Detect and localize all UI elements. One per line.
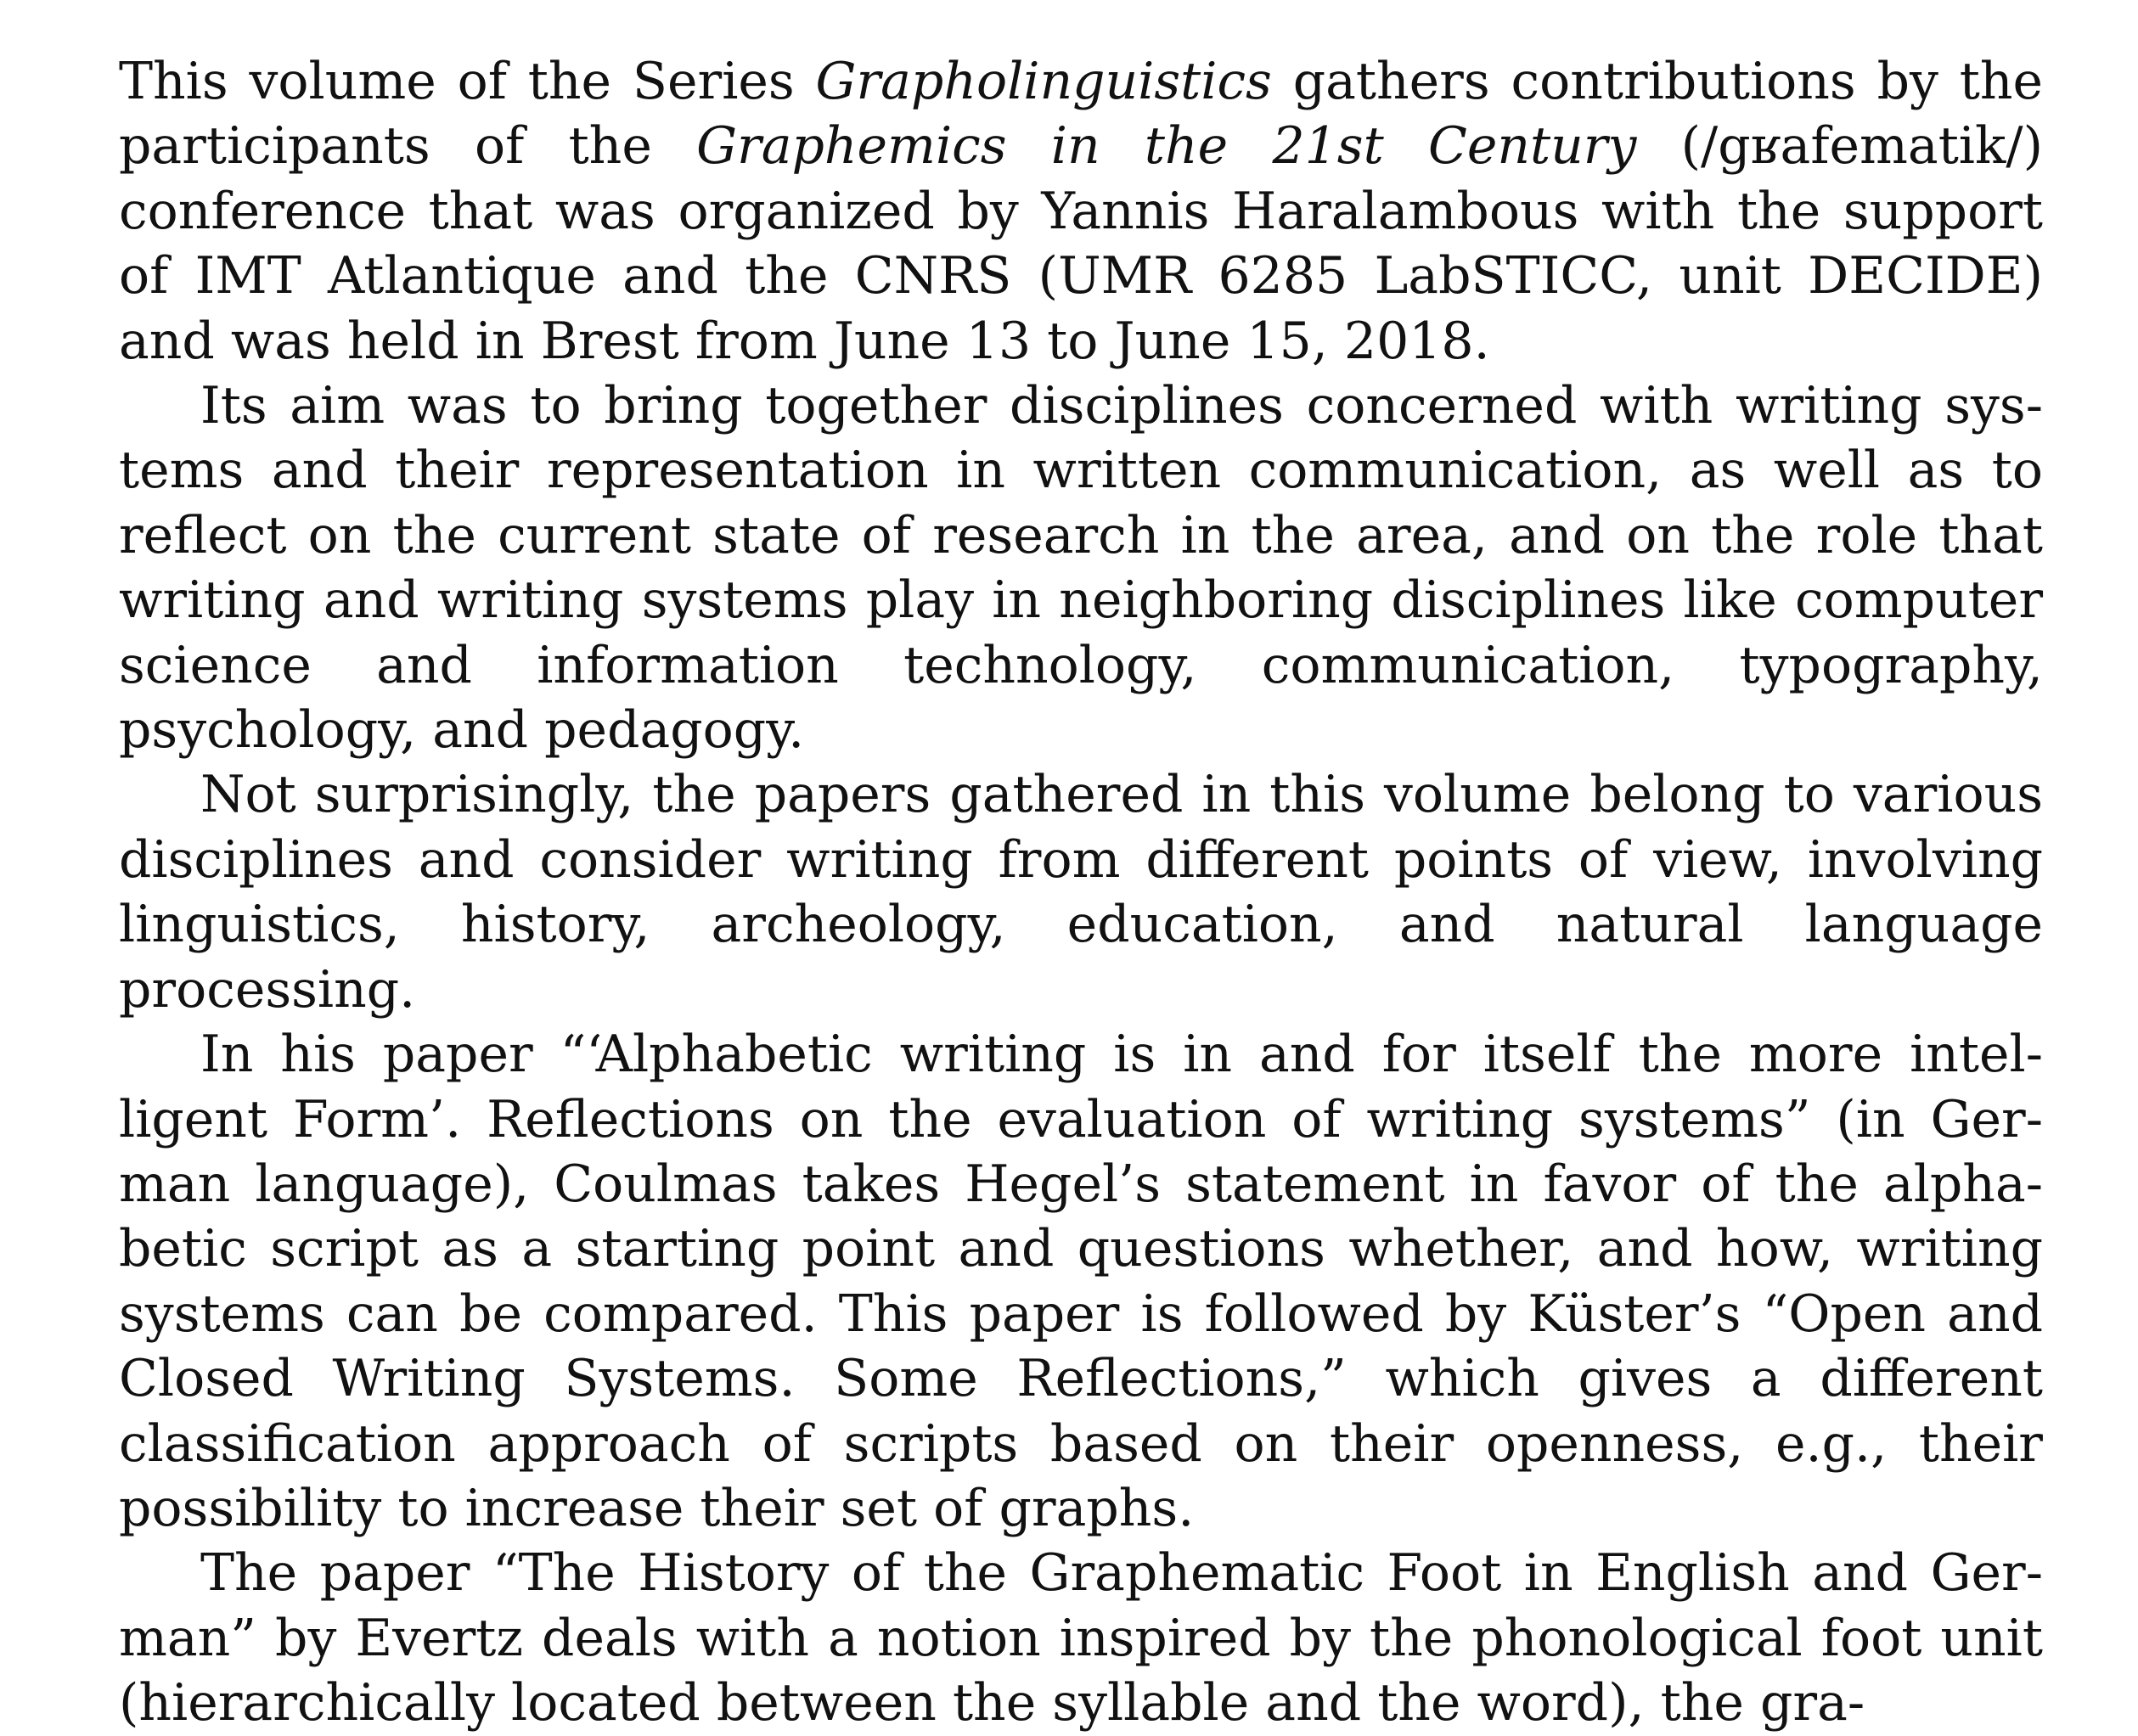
p5-text: The paper “The History of the Graphematic Foot in English and German” by Evertz deals with a notion inspired by the phonological foot unit (hierarchically located between the syllable and the word), the gra- <box>119 1543 2043 1733</box>
p2-text: Its aim was to bring together disciplines concerned with writing systems and their representation in written communication, as well as to reflect on the current state of research in the area, and on the role that writing and writing systems play in neighboring disciplines like computer science and information technology, communication, typography, psychology, and pedagogy. <box>119 376 2043 761</box>
p4-text: In his paper “‘Alphabetic writing is in and for itself the more intelligent Form’. Reflections on the evaluation of writing systems” (in German language), Coulmas takes Hegel’s statement in favor of the alphabetic script as a starting point and questions whether, and how, writing systems can be compared. This paper is followed by Küster’s “Open and Closed Writing Systems. Some Reflections,” which gives a different classification approach of scripts based on their openness, e.g., their possibility to increase their set of graphs. <box>119 1025 2043 1538</box>
series-title: Grapholinguistics <box>815 52 1272 111</box>
paragraph-4 <box>119 1022 2043 1541</box>
paragraph-5 <box>119 1541 2043 1735</box>
p1-text-2: gathers contributions by the participants of the <box>119 52 2043 177</box>
document-page <box>119 49 2043 1736</box>
paragraph-3 <box>119 762 2043 1022</box>
p1-text-3: (/gʁafematik/) conference that was organized by Yannis Haralambous with the support of IMT Atlantique and the CNRS (UMR 6285 LabSTICC, unit DECIDE) and was held in Brest from June 13 to June 15, 2018. <box>119 116 2043 371</box>
p3-text: Not surprisingly, the papers gathered in this volume belong to various disciplines and consider writing from different points of view, involving linguistics, history, archeology, education, and natural language processing. <box>119 765 2043 1020</box>
p1-text-1: This volume of the Series <box>119 52 816 111</box>
paragraph-1 <box>119 49 2043 374</box>
conference-title: Graphemics in the 21st Century <box>696 116 1637 177</box>
paragraph-2 <box>119 374 2043 762</box>
